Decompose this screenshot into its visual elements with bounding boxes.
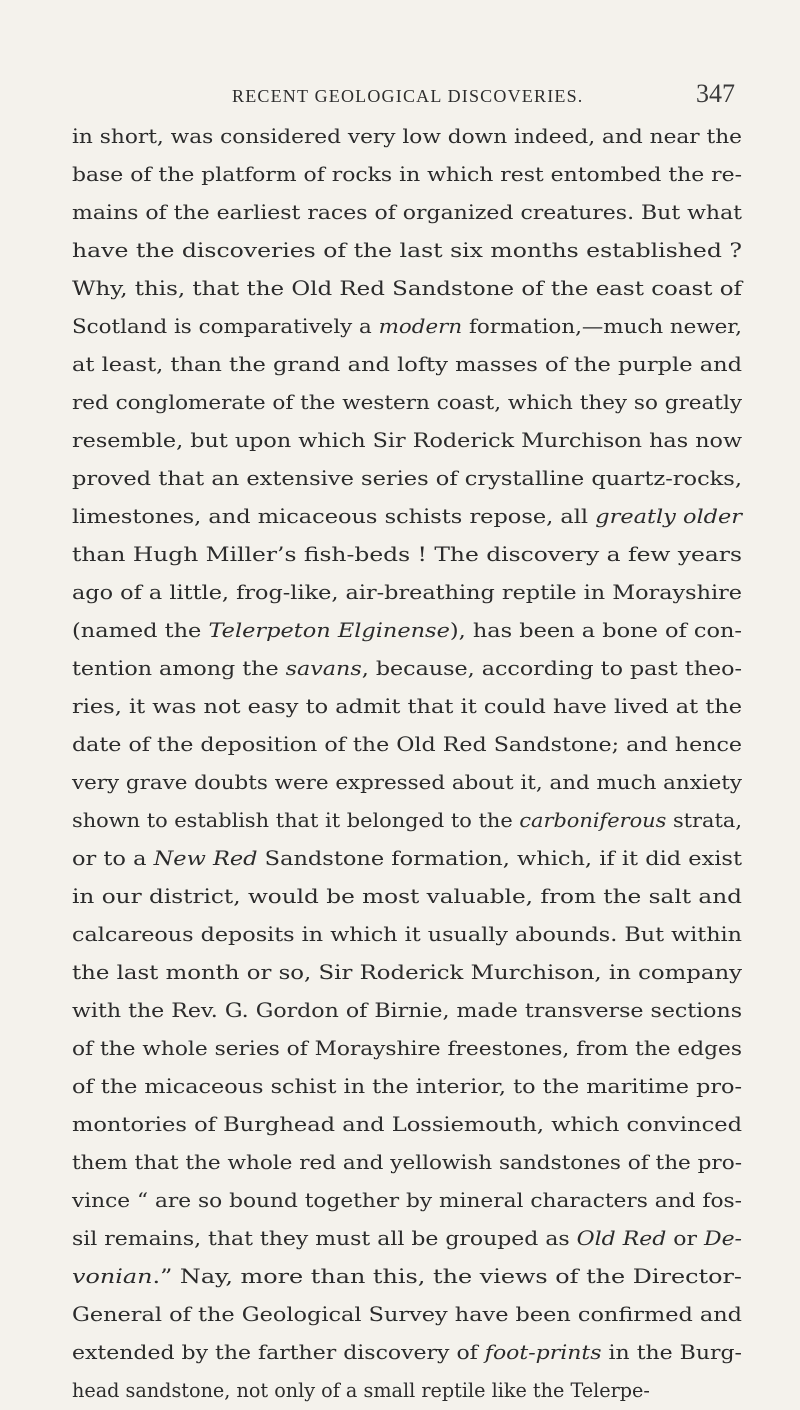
text-segment: the last month or so, Sir Roderick Murchison, in company	[72, 961, 743, 984]
text-segment: or	[666, 1227, 704, 1250]
text-line	[72, 1334, 742, 1372]
text-line	[72, 1182, 742, 1220]
text-segment: shown to establish that it belonged to the	[72, 809, 520, 832]
text-line	[72, 232, 742, 270]
text-segment: extended by the farther discovery of	[72, 1341, 485, 1364]
text-segment: sil remains, that they must all be grouped as	[72, 1227, 577, 1250]
text-line-content	[72, 1258, 742, 1296]
italic-term: vonian	[72, 1265, 153, 1288]
italic-term: savans	[285, 657, 362, 680]
text-line	[72, 460, 742, 498]
text-line	[72, 992, 742, 1030]
text-line-content	[72, 840, 742, 878]
text-segment: limestones, and micaceous schists repose, all	[72, 505, 596, 528]
text-line	[72, 498, 742, 536]
text-line	[72, 574, 742, 612]
text-segment: formation,—much newer,	[462, 315, 742, 338]
text-segment: ries, it was not easy to admit that it could have lived at the	[72, 695, 743, 718]
italic-term: carboniferous	[519, 809, 667, 832]
text-line	[72, 536, 742, 574]
text-line	[72, 384, 742, 422]
text-segment: at least, than the grand and lofty masses of the purple and	[72, 353, 743, 376]
text-line	[72, 1068, 742, 1106]
text-line	[72, 726, 742, 764]
text-segment: , because, according to past theo-	[361, 657, 742, 680]
text-segment: mains of the earliest races of organized creatures. But what	[72, 201, 743, 224]
text-segment: (named the	[72, 619, 209, 642]
text-line-content	[72, 498, 742, 536]
text-segment: base of the platform of rocks in which rest entombed the re-	[72, 163, 742, 186]
text-segment: calcareous deposits in which it usually abounds. But within	[72, 923, 743, 946]
text-line	[72, 1144, 742, 1182]
text-line-content	[72, 650, 742, 688]
text-line	[72, 156, 742, 194]
text-segment: Sandstone formation, which, if it did exist	[257, 847, 742, 870]
text-line	[72, 1258, 742, 1296]
running-head: RECENT GEOLOGICAL DISCOVERIES.	[232, 86, 584, 106]
text-line-content	[72, 612, 742, 650]
text-segment: .” Nay, more than this, the views of the Director-	[152, 1265, 742, 1288]
text-line-content	[72, 1334, 742, 1372]
text-segment: ), has been a bone of con-	[449, 619, 742, 642]
text-line	[72, 650, 742, 688]
page-number: 347	[696, 79, 735, 108]
text-segment: than Hugh Miller’s fish-beds ! The discovery a few years	[72, 543, 742, 566]
text-segment: them that the whole red and yellowish sandstones of the pro-	[72, 1151, 742, 1174]
italic-term: De-	[703, 1227, 742, 1250]
text-segment: proved that an extensive series of crystalline quartz-rocks,	[72, 467, 742, 490]
italic-term: foot-prints	[484, 1341, 602, 1364]
body-text	[72, 118, 742, 1410]
text-line	[72, 688, 742, 726]
text-line	[72, 1030, 742, 1068]
text-line	[72, 1372, 742, 1410]
text-line	[72, 1296, 742, 1334]
text-segment: ago of a little, frog-like, air-breathing reptile in Morayshire	[72, 581, 742, 604]
text-segment: have the discoveries of the last six months established ?	[72, 239, 742, 262]
text-segment: with the Rev. G. Gordon of Birnie, made transverse sections	[72, 999, 743, 1022]
text-line	[72, 1106, 742, 1144]
text-line-content	[72, 1220, 742, 1258]
text-segment: head sandstone, not only of a small reptile like the Telerpe-	[72, 1379, 650, 1402]
text-line-content	[72, 802, 742, 840]
text-line	[72, 270, 742, 308]
italic-term: New Red	[153, 847, 258, 870]
text-line	[72, 612, 742, 650]
text-line-content	[72, 308, 742, 346]
text-line	[72, 916, 742, 954]
text-segment: Scotland is comparatively a	[72, 315, 379, 338]
italic-term: greatly older	[595, 505, 743, 528]
text-segment: in short, was considered very low down indeed, and near the	[72, 125, 743, 148]
text-line	[72, 118, 742, 156]
text-line	[72, 802, 742, 840]
italic-term: Old Red	[576, 1227, 667, 1250]
italic-term: Telerpeton Elginense	[208, 619, 450, 642]
text-segment: red conglomerate of the western coast, which they so greatly	[72, 391, 742, 414]
text-segment: in our district, would be most valuable, from the salt and	[72, 885, 742, 908]
text-segment: tention among the	[72, 657, 286, 680]
text-segment: Why, this, that the Old Red Sandstone of the east coast of	[72, 277, 743, 300]
text-line	[72, 764, 742, 802]
text-line	[72, 840, 742, 878]
text-line	[72, 422, 742, 460]
text-segment: resemble, but upon which Sir Roderick Murchison has now	[72, 429, 743, 452]
italic-term: modern	[378, 315, 463, 338]
text-segment: in the Burg-	[601, 1341, 742, 1364]
text-line	[72, 194, 742, 232]
text-segment: date of the deposition of the Old Red Sandstone; and hence	[72, 733, 743, 756]
text-segment: very grave doubts were expressed about it, and much anxiety	[72, 771, 743, 794]
text-line	[72, 954, 742, 992]
text-segment: of the micaceous schist in the interior, to the maritime pro-	[72, 1075, 743, 1098]
text-segment: General of the Geological Survey have been confirmed and	[72, 1303, 743, 1326]
text-segment: or to a	[72, 847, 154, 870]
text-line	[72, 346, 742, 384]
text-segment: of the whole series of Morayshire freestones, from the edges	[72, 1037, 742, 1060]
text-segment: montories of Burghead and Lossiemouth, which convinced	[72, 1113, 743, 1136]
text-line	[72, 1220, 742, 1258]
text-line	[72, 308, 742, 346]
text-segment: vince “ are so bound together by mineral characters and fos-	[72, 1189, 742, 1212]
text-segment: strata,	[666, 809, 742, 832]
text-line	[72, 878, 742, 916]
